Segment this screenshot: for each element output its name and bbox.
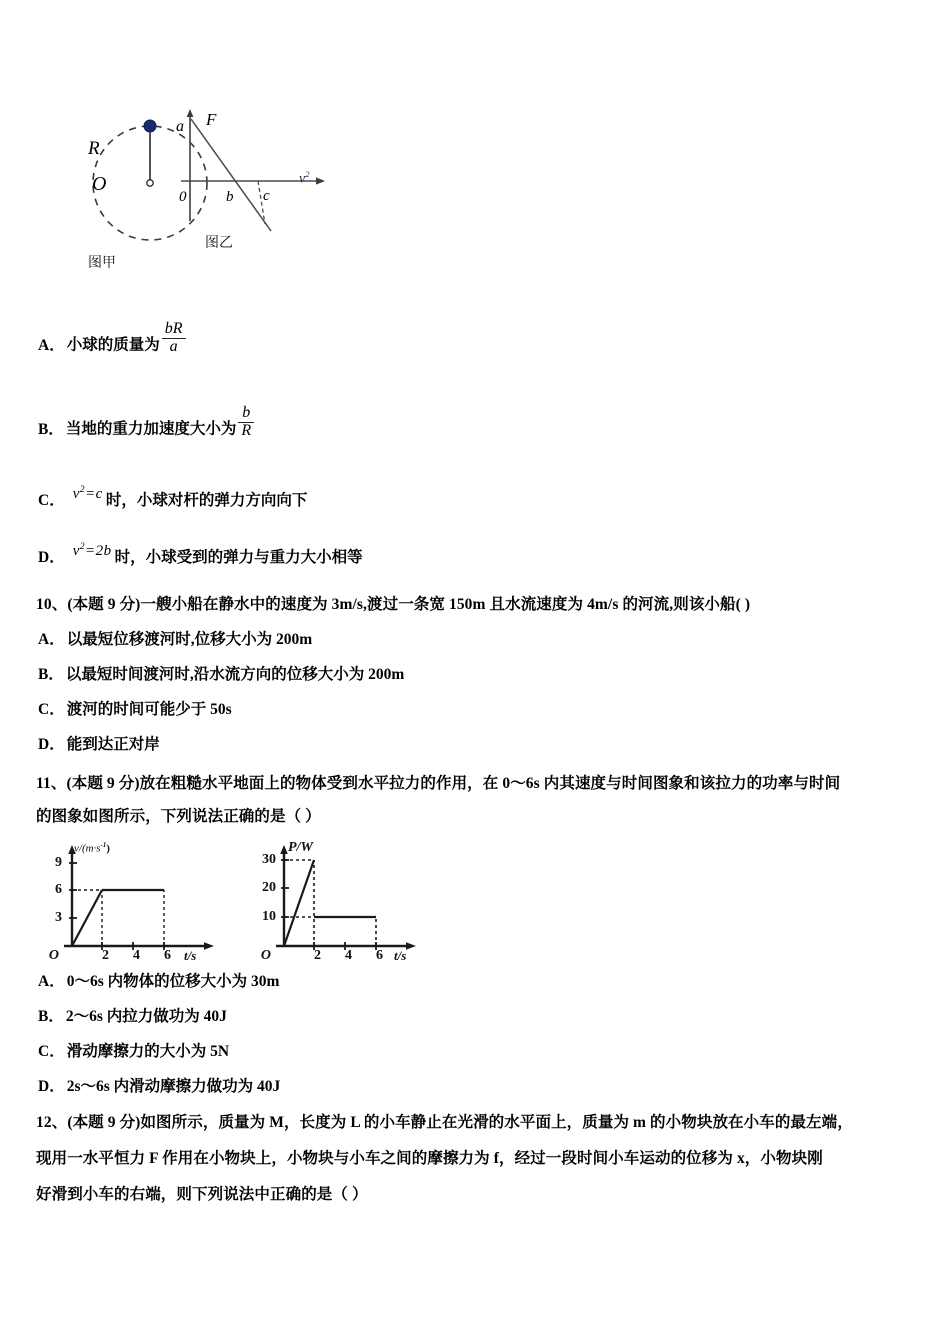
pt-origin-label: O (260, 948, 271, 963)
center-label: O (92, 173, 107, 195)
expr-rest: =2b (85, 543, 112, 559)
expr-base: v (72, 543, 80, 559)
vt-ylabel-9: 9 (55, 855, 62, 870)
figure-top-container (0, 0, 950, 290)
q9-option-a-fraction (162, 321, 186, 356)
radius-label: R (88, 138, 100, 159)
q11-option-d[interactable] (38, 1078, 280, 1097)
force-line (191, 119, 271, 231)
q10-option-a-text: 以最短位移渡河时,位移大小为 200m (66, 631, 313, 648)
q9-option-c-letter: C． (38, 492, 65, 509)
q11-option-a-letter: A． (38, 973, 65, 990)
vt-x-axis-label: t/s (184, 948, 197, 963)
q11-number: 11、 (36, 775, 67, 792)
q10-option-b-text: 以最短时间渡河时,沿水流方向的位移大小为 200m (65, 666, 405, 683)
pt-ylabel-10: 10 (262, 909, 276, 924)
q9-option-d[interactable] (38, 542, 363, 568)
y-intercept-label-a: a (176, 118, 184, 135)
point-label-c: c (263, 188, 270, 204)
q11-stem-line1 (36, 775, 840, 794)
q11-option-b-letter: B． (38, 1008, 64, 1025)
expr-base: v (72, 486, 80, 502)
q11-option-c-text: 滑动摩擦力的大小为 5N (66, 1043, 230, 1060)
pt-ylabel-20: 20 (262, 880, 276, 895)
vt-origin-label: O (48, 948, 59, 963)
vt-ylabel-6: 6 (55, 882, 62, 897)
q10-number: 10、 (36, 596, 68, 613)
q9-option-c[interactable] (38, 485, 308, 511)
figure-q11-container (0, 838, 430, 963)
q9-option-b-text: 当地的重力加速度大小为 (65, 420, 237, 438)
vt-ylabel-suffix: ) (106, 842, 110, 855)
velocity-time-chart (38, 842, 228, 960)
power-time-chart (250, 842, 440, 960)
q9-option-b[interactable] (38, 404, 256, 446)
q10-option-a-letter: A． (38, 631, 65, 648)
q10-option-c[interactable] (38, 701, 232, 720)
q10-option-b[interactable] (38, 666, 404, 685)
pt-xlabel-4: 4 (345, 948, 352, 963)
q11-option-b-text: 2～6s 内拉力做功为 40J (65, 1008, 227, 1025)
pt-ylabel-30: 30 (262, 852, 276, 867)
q10-option-d[interactable] (38, 736, 160, 755)
vt-ylabel-text: v/(m·s (74, 842, 101, 855)
q9-option-c-expression (73, 485, 103, 503)
q9-option-d-expression (73, 542, 112, 560)
force-vs-vsquared-graph (178, 103, 338, 263)
y-axis-arrowhead (187, 109, 194, 117)
q11-stem-line2: 的图象如图所示，下列说法正确的是（ ） (36, 808, 321, 825)
q9-option-a-letter: A． (38, 336, 65, 354)
q12-stem-line3: 好滑到小车的右端，则下列说法中正确的是（ ） (36, 1186, 368, 1203)
vt-x-arrowhead (204, 942, 214, 950)
q9-option-b-letter: B． (38, 420, 64, 438)
v-exponent: 2 (305, 169, 310, 179)
expr-exponent: 2 (79, 485, 86, 495)
graph-x-axis-label-vsquared (299, 169, 310, 188)
figure-yi-caption: 图乙 (205, 235, 233, 251)
q11-option-c[interactable] (38, 1043, 229, 1062)
q10-score-tag: (本题 9 分) (67, 596, 141, 613)
q11-option-d-letter: D． (38, 1078, 65, 1095)
q10-option-c-text: 渡河的时间可能少于 50s (66, 701, 232, 718)
q9-option-d-letter: D． (38, 549, 65, 566)
expr-exponent: 2 (79, 542, 86, 552)
pt-x-axis-label: t/s (394, 948, 407, 963)
pt-series-ramp (284, 860, 314, 946)
pt-y-arrowhead (280, 845, 288, 854)
q10-option-a[interactable] (38, 631, 312, 650)
q11-option-d-text: 2s～6s 内滑动摩擦力做功为 40J (66, 1078, 281, 1095)
q9-option-b-fraction (238, 405, 254, 440)
q10-option-d-letter: D． (38, 736, 65, 753)
q9-option-d-text: 时，小球受到的弹力与重力大小相等 (114, 549, 363, 566)
q10-stem-text: 一艘小船在静水中的速度为 3m/s,渡过一条宽 150m 且水流速度为 4m/s 的河流,则该小船( ) (140, 596, 751, 613)
q11-option-c-letter: C． (38, 1043, 65, 1060)
fraction-denominator: a (162, 338, 186, 356)
expr-rest: =c (85, 486, 103, 502)
q9-option-a-text: 小球的质量为 (66, 336, 160, 354)
q10-stem (36, 596, 750, 615)
q11-option-b[interactable] (38, 1008, 227, 1027)
q12-stem-text-1: 如图所示，质量为 M，长度为 L 的小车静止在光滑的水平面上，质量为 m 的小物块放在小车的最左端， (140, 1114, 853, 1131)
vt-ylabel-3: 3 (55, 910, 62, 925)
pt-y-axis-label: P/W (288, 840, 313, 855)
v-symbol: v (299, 171, 306, 187)
q11-option-a-text: 0～6s 内物体的位移大小为 30m (66, 973, 280, 990)
pt-xlabel-2: 2 (314, 948, 321, 963)
vt-xlabel-6: 6 (164, 948, 171, 963)
q11-option-a[interactable] (38, 973, 279, 992)
q10-option-d-text: 能到达正对岸 (66, 736, 160, 753)
q11-stem-text-1: 放在粗糙水平地面上的物体受到水平拉力的作用，在 0～6s 内其速度与时间图象和该拉力的功率与时间 (139, 775, 841, 792)
q12-stem-line2: 现用一水平恒力 F 作用在小物块上，小物块与小车之间的摩擦力为 f，经过一段时间小车运动的位移为 x，小物块刚 (36, 1150, 823, 1167)
q10-option-c-letter: C． (38, 701, 65, 718)
q12-stem-line1 (36, 1114, 853, 1133)
center-point-marker (147, 180, 153, 186)
q10-option-b-letter: B． (38, 666, 64, 683)
q12-number: 12、 (36, 1114, 68, 1131)
pt-x-arrowhead (406, 942, 416, 950)
ball-dot (144, 120, 156, 132)
vt-xlabel-4: 4 (133, 948, 140, 963)
vt-y-axis-label (74, 842, 110, 855)
q12-score-tag: (本题 9 分) (67, 1114, 141, 1131)
vt-ylabel-exponent: -1 (100, 842, 107, 849)
fraction-denominator: R (238, 422, 254, 440)
q9-option-a[interactable] (38, 320, 188, 362)
x-axis-arrowhead (316, 177, 325, 184)
q11-score-tag: (本题 9 分) (66, 775, 140, 792)
fraction-numerator: bR (164, 320, 183, 337)
vt-xlabel-2: 2 (102, 948, 109, 963)
graph-origin-label: 0 (179, 189, 187, 205)
graph-y-axis-label-F: F (206, 110, 217, 129)
q9-option-c-text: 时，小球对杆的弹力方向向下 (105, 492, 308, 509)
pt-xlabel-6: 6 (376, 948, 383, 963)
fraction-numerator: b (242, 404, 251, 421)
figure-jia-caption: 图甲 (88, 255, 116, 271)
x-intercept-label-b: b (226, 189, 234, 205)
